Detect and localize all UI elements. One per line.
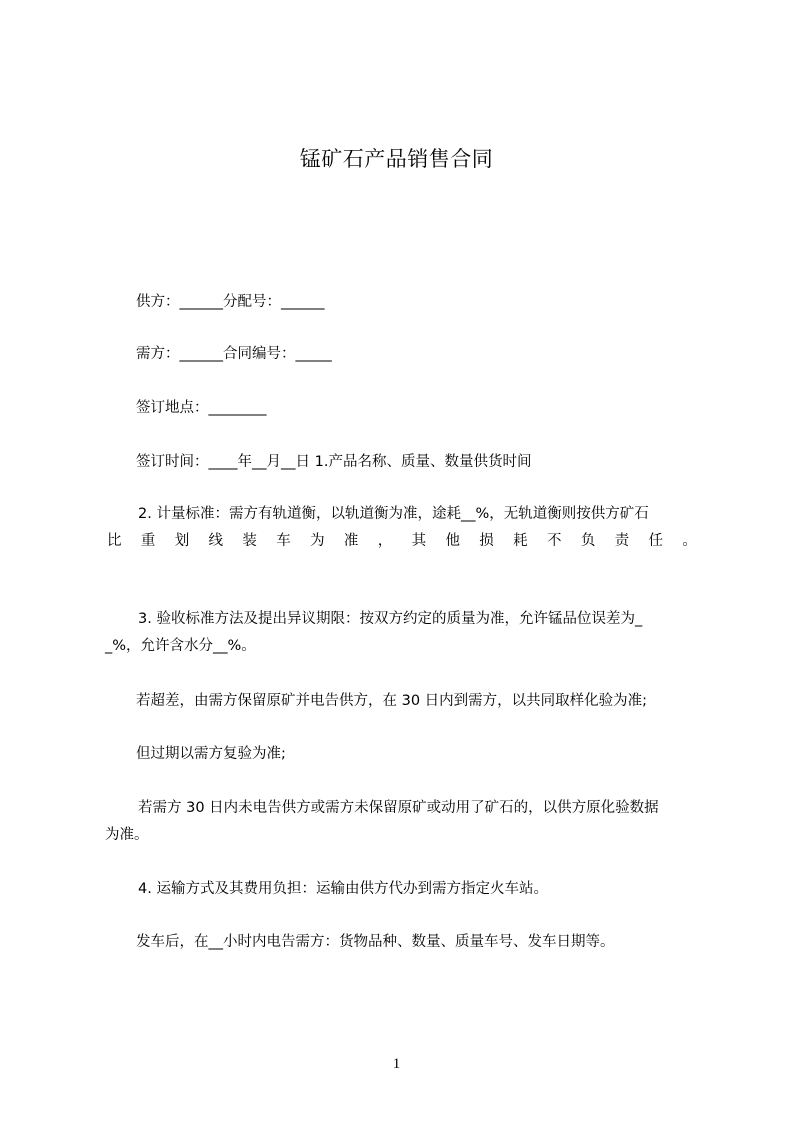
justified-char: 。	[682, 533, 697, 549]
document-title: 锰矿石产品销售合同	[299, 147, 494, 171]
buyer-line: 需方：______合同编号：_____	[136, 346, 332, 362]
no-notice-line-1: 若需方 30 日内未电告供方或需方未保留原矿或动用了矿石的，以供方原化验数据	[138, 800, 659, 816]
clause-2-line-1: 2. 计量标准：需方有轨道衡，以轨道衡为准，途耗__%，无轨道衡则按供方矿石	[138, 506, 649, 522]
dispatch-notice-line: 发车后，在__小时内电告需方：货物品种、数量、质量车号、发车日期等。	[136, 934, 615, 950]
justified-char: 耗	[513, 533, 528, 549]
justified-char: 损	[479, 533, 494, 549]
justified-char: 线	[208, 533, 224, 549]
signing-place-line: 签订地点：________	[136, 400, 267, 416]
justified-char: 不	[546, 533, 562, 549]
clause-3-line-2: _%，允许含水分__%。	[105, 638, 256, 654]
justified-char: 他	[445, 533, 460, 549]
page-number: 1	[392, 1056, 401, 1072]
clause-3-line-1: 3. 验收标准方法及提出异议期限：按双方约定的质量为准，允许锰品位误差为_	[138, 611, 643, 627]
excess-paragraph: 若超差，由需方保留原矿并电告供方，在 30 日内到需方，以共同取样化验为准;	[136, 693, 648, 709]
clause-2-line-2	[107, 528, 697, 554]
justified-char: 重	[140, 533, 156, 549]
signing-time-line: 签订时间：____年__月__日 1.产品名称、质量、数量供货时间	[136, 454, 532, 470]
clause-4-line: 4. 运输方式及其费用负担：运输由供方代办到需方指定火车站。	[138, 881, 548, 897]
justified-char: 负	[580, 533, 596, 549]
justified-char: 责	[614, 533, 630, 549]
justified-char: 任	[648, 533, 663, 549]
justified-char: 比	[107, 533, 122, 549]
justified-char: 装	[242, 533, 257, 549]
supplier-line: 供方：______分配号：______	[136, 294, 325, 310]
no-notice-line-2: 为准。	[105, 827, 149, 843]
justified-char: 其	[411, 533, 427, 549]
justified-char: 准	[343, 533, 359, 549]
justified-char: 车	[276, 533, 291, 549]
justified-char: ，	[377, 533, 393, 549]
justified-char: 为	[310, 533, 325, 549]
justified-char: 划	[174, 533, 190, 549]
overdue-paragraph: 但过期以需方复验为准;	[136, 746, 286, 762]
